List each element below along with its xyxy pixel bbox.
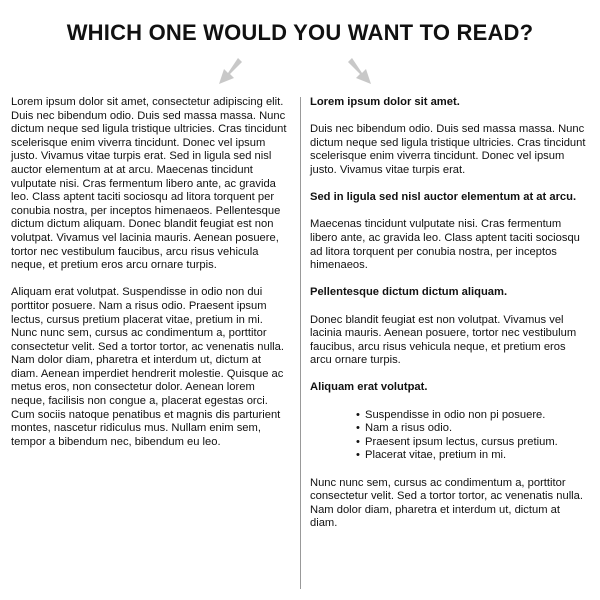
left-paragraph-2: Aliquam erat volutpat. Suspendisse in odio non dui porttitor posuere. Nam a risus odio. Praesent ipsum lectus, cursus pretium placerat vitae, pretium in mi. Nunc nunc sem, cursus ac condimentum a, porttitor consectetur velit. Sed a tortor tortor, ac venenatis nulla. Nam dolor diam, pharetra et interdum ut, dictum at diam. Aenean imperdiet hendrerit molestie. Quisque ac metus eros, non consectetur dolor. Aenean lorem neque, facilisis non congue a, placerat egestas orci. Cum sociis natoque penatibus et magnis dis parturient montes, nascetur ridiculus mus. Nullam enim sem, tempor a bibendum nec, bibendum eu leo. bbox=[11, 286, 284, 448]
right-column bbox=[310, 96, 588, 545]
list-item: • Placerat vitae, pretium in mi. bbox=[356, 449, 588, 463]
right-paragraph-2: Maecenas tincidunt vulputate nisi. Cras fermentum libero ante, ac gravida leo. Class aptent taciti sociosqu ad litora torquent per conubia nostra, per inceptos himenaeos. bbox=[310, 218, 580, 272]
bullet-list bbox=[310, 409, 588, 463]
arrow-down-left-icon bbox=[218, 56, 242, 86]
arrow-down-right-icon-shape bbox=[348, 58, 371, 84]
right-heading-1: Lorem ipsum dolor sit amet. bbox=[310, 96, 460, 108]
left-column bbox=[11, 96, 289, 463]
right-heading-4: Aliquam erat volutpat. bbox=[310, 381, 428, 394]
right-paragraph-1: Duis nec bibendum odio. Duis sed massa massa. Nunc dictum neque sed ligula tristique ultricies. Cras tincidunt scelerisque enim viverra tincidunt. Donec vel ipsum justo. Vivamus vitae turpis erat. bbox=[310, 123, 586, 176]
list-item: • Praesent ipsum lectus, cursus pretium. bbox=[356, 436, 588, 450]
arrow-down-right-icon bbox=[348, 56, 372, 86]
right-paragraph-3: Donec blandit feugiat est non volutpat. Vivamus vel lacinia mauris. Aenean posuere, tortor nec vestibulum faucibus, arcu risus vehicula neque, et pretium eros arcu ornare turpis. bbox=[310, 313, 577, 367]
arrow-down-left-icon-shape bbox=[219, 58, 242, 84]
right-heading-3: Pellentesque dictum dictum aliquam. bbox=[310, 286, 508, 299]
column-divider bbox=[300, 97, 301, 589]
left-paragraph-1: Lorem ipsum dolor sit amet, consectetur adipiscing elit. Duis nec bibendum odio. Duis sed massa massa. Nunc dictum neque sed ligula tristique ultricies. Cras tincidunt scelerisque enim viverra tincidunt. Donec vel ipsum justo. Vivamus vitae turpis erat. Sed in ligula sed nisl auctor elementum at at arcu. Maecenas tincidunt vulputate nisi. Cras fermentum libero ante, ac gravida leo. Class aptent taciti sociosqu ad litora torquent per conubia nostra, per inceptos himenaeos. Pellentesque dictum dictum aliquam. Donec blandit feugiat est non volutpat. Vivamus vel lacinia mauris. Aenean posuere, tortor nec vestibulum faucibus, arcu risus vehicula neque, et pretium eros arcu ornare turpis. bbox=[11, 96, 287, 272]
list-item: • Suspendisse in odio non pi posuere. bbox=[356, 409, 588, 423]
list-item: • Nam a risus odio. bbox=[356, 422, 588, 436]
right-heading-2: Sed in ligula sed nisl auctor elementum at at arcu. bbox=[310, 191, 577, 204]
page-title: WHICH ONE WOULD YOU WANT TO READ? bbox=[66, 20, 534, 45]
right-paragraph-4: Nunc nunc sem, cursus ac condimentum a, porttitor consectetur velit. Sed a tortor tortor, ac venenatis nulla. Nam dolor diam, pharetra et interdum ut, dictum at diam. bbox=[310, 476, 583, 530]
